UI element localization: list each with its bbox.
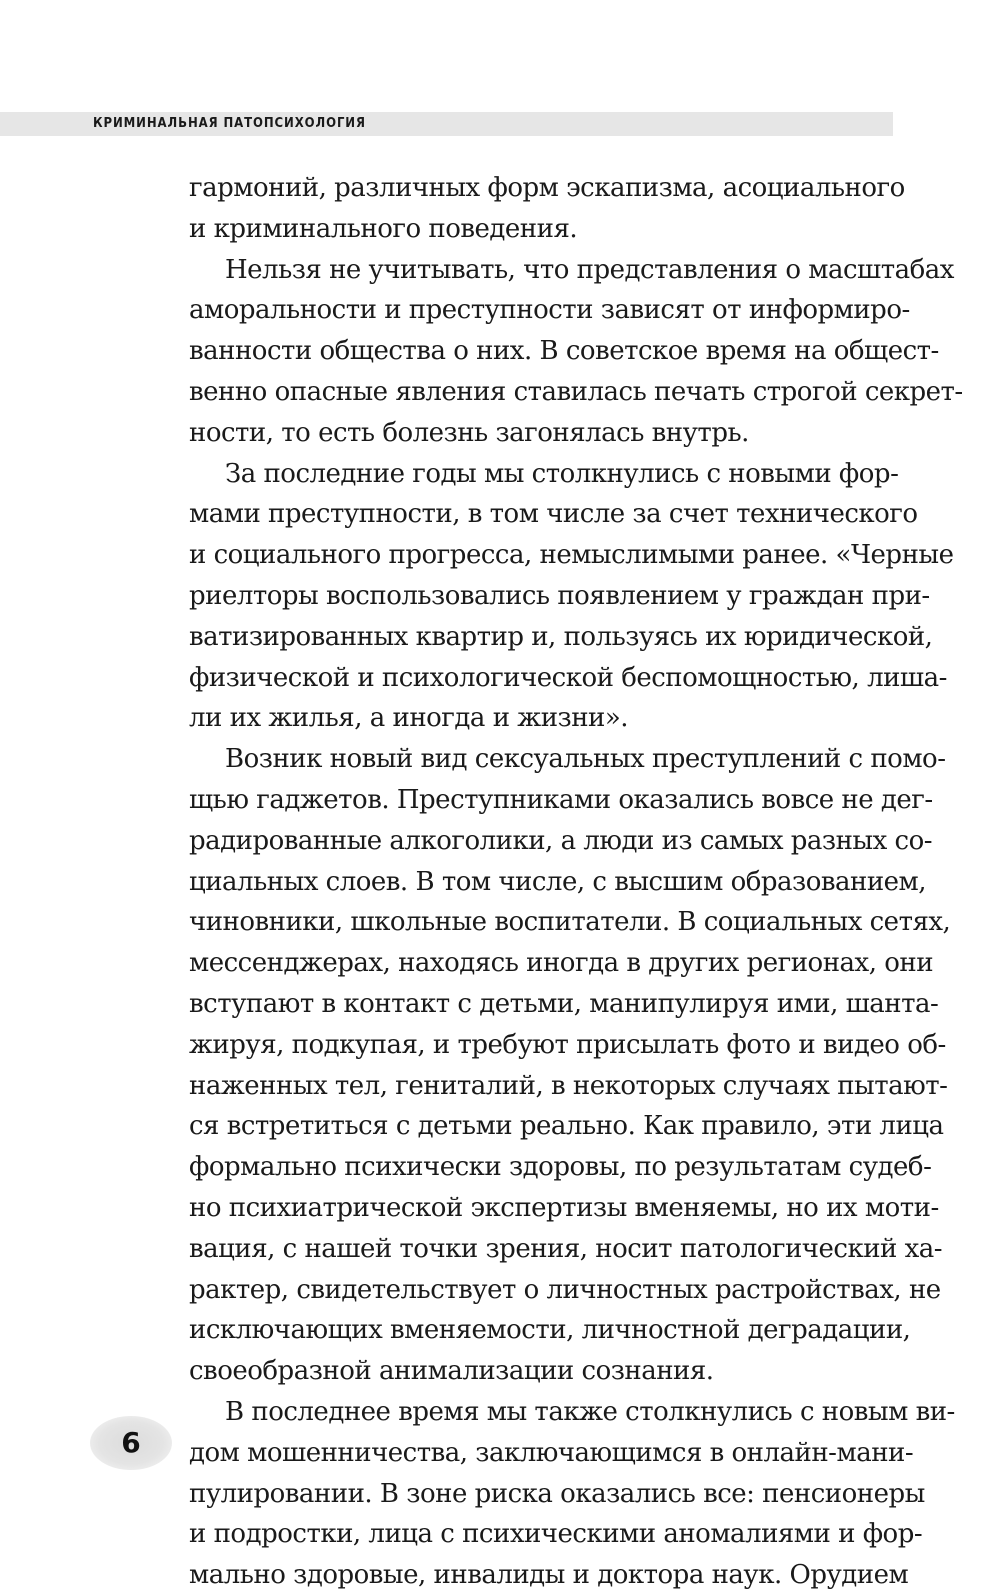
- text-line: наженных тел, гениталий, в некоторых случаях пытают-: [189, 1070, 948, 1101]
- text-line: рактер, свидетельствует о личностных растройствах, не: [189, 1274, 941, 1305]
- text-line: ся встретиться с детьми реально. Как правило, эти лица: [189, 1111, 944, 1142]
- text-line: ли их жилья, а иногда и жизни».: [189, 703, 629, 734]
- text-line: вация, с нашей точки зрения, носит патологический ха-: [189, 1233, 943, 1264]
- text-line: За последние годы мы столкнулись с новыми фор-: [225, 458, 899, 489]
- page-number: 6: [121, 1426, 141, 1459]
- text-line: ватизированных квартир и, пользуясь их юридической,: [189, 621, 933, 652]
- paragraph: [189, 250, 963, 454]
- text-line: аморальности и преступности зависят от информиро-: [189, 295, 910, 326]
- text-line: щью гаджетов. Преступниками оказались вовсе не дег-: [189, 784, 933, 815]
- text-line: ности, то есть болезнь загонялась внутрь.: [189, 417, 749, 448]
- text-line: ванности общества о них. В советское время на общест-: [189, 336, 939, 367]
- paragraph: [189, 1392, 955, 1596]
- text-line: чиновники, школьные воспитатели. В социальных сетях,: [189, 907, 951, 938]
- text-line: и криминального поведения.: [189, 213, 578, 244]
- text-line: циальных слоев. В том числе, с высшим образованием,: [189, 866, 927, 897]
- text-line: физической и психологической беспомощностью, лиша-: [189, 662, 947, 693]
- text-line: и социального прогресса, немыслимыми ранее. «Черные: [189, 540, 954, 571]
- text-line: пулировании. В зоне риска оказались все: пенсионеры: [189, 1478, 925, 1509]
- text-line: гармоний, различных форм эскапизма, асоциального: [189, 173, 905, 203]
- text-line: мессенджерах, находясь иногда в других регионах, они: [189, 948, 934, 979]
- text-line: жируя, подкупая, и требуют присылать фото и видео об-: [189, 1029, 946, 1060]
- text-line: формально психически здоровы, по результатам судеб-: [189, 1152, 932, 1183]
- text-line: и подростки, лица с психическими аномалиями и фор-: [189, 1519, 923, 1550]
- paragraph: [189, 739, 951, 1392]
- text-line: дом мошенничества, заключающимся в онлайн-мани-: [189, 1437, 914, 1468]
- paragraph: [189, 454, 954, 740]
- text-line: радированные алкоголики, а люди из самых разных со-: [189, 825, 933, 856]
- text-line: риелторы воспользовались появлением у граждан при-: [189, 580, 930, 611]
- running-header-title: КРИМИНАЛЬНАЯ ПАТОПСИХОЛОГИЯ: [93, 116, 366, 131]
- text-line: венно опасные явления ставилась печать строгой секрет-: [189, 376, 963, 407]
- running-header: [0, 112, 893, 136]
- page-number-badge: [90, 1416, 172, 1470]
- text-line: но психиатрической экспертизы вменяемы, но их моти-: [189, 1192, 939, 1223]
- text-line: мально здоровые, инвалиды и доктора наук. Орудием: [189, 1560, 909, 1591]
- text-line: Нельзя не учитывать, что представления о масштабах: [225, 254, 954, 285]
- text-line: мами преступности, в том числе за счет технического: [189, 499, 918, 530]
- text-line: В последнее время мы также столкнулись с новым ви-: [225, 1396, 955, 1427]
- text-line: вступают в контакт с детьми, манипулируя ими, шанта-: [189, 988, 939, 1019]
- paragraph: [189, 168, 905, 250]
- text-line: Возник новый вид сексуальных преступлений с помо-: [225, 744, 946, 775]
- text-line: исключающих вменяемости, личностной деградации,: [189, 1315, 911, 1346]
- body-text: [189, 168, 963, 1596]
- text-line: своеобразной анимализации сознания.: [189, 1356, 714, 1387]
